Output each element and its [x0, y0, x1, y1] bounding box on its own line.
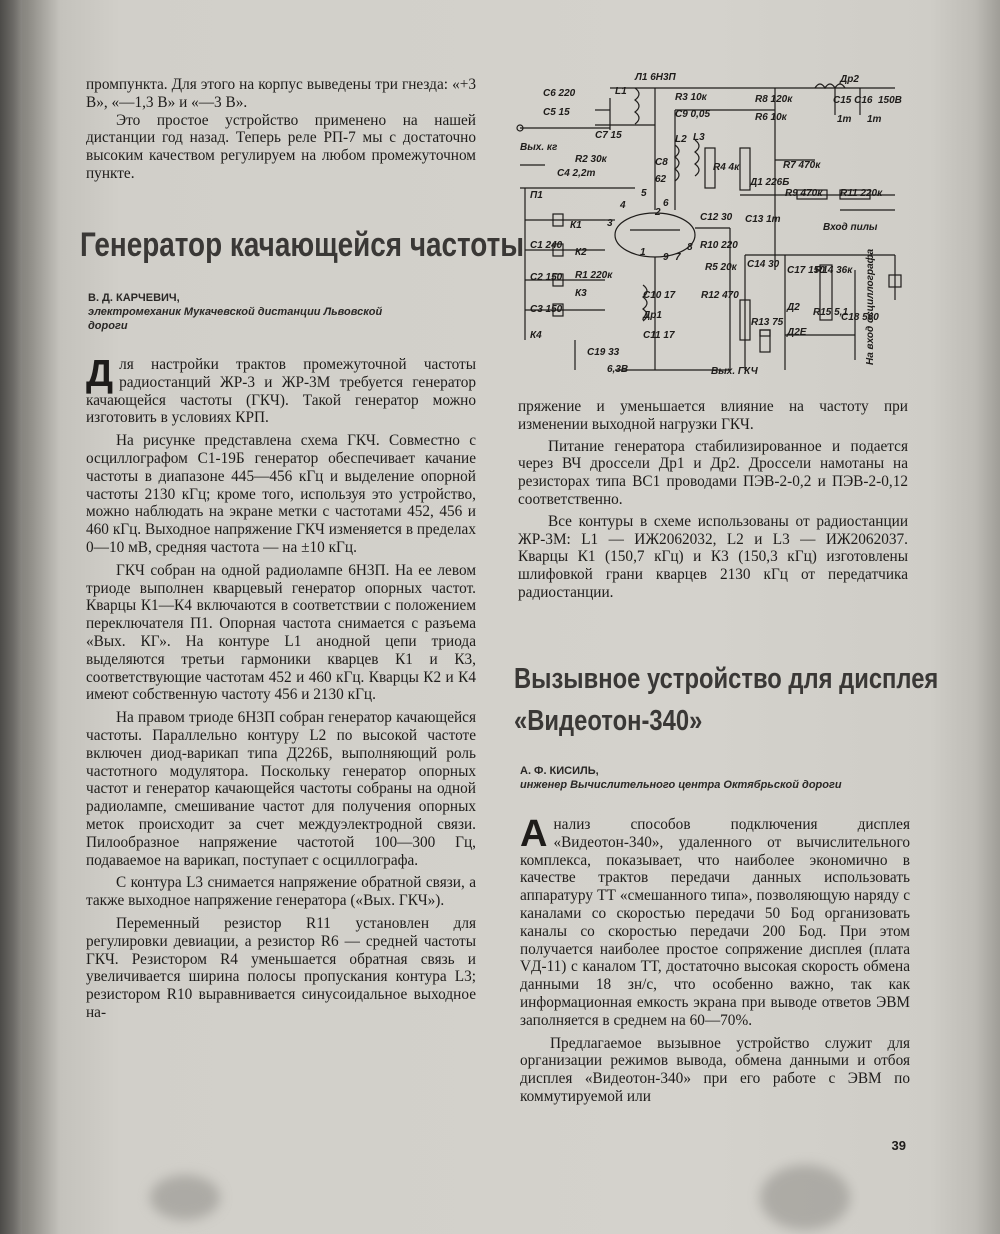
article-2-author: [520, 764, 920, 792]
circuit-schematic: [515, 70, 910, 390]
label-c13: С13 1т: [745, 214, 781, 225]
article-2-title: [514, 658, 938, 742]
label-p1: П1: [530, 190, 543, 201]
label-1t-b: 1т: [867, 114, 882, 125]
label-r1: R1 220к: [575, 270, 613, 281]
label-d2e: Д2Е: [787, 327, 807, 338]
label-vhod-pily: Вход пилы: [823, 222, 878, 233]
body-paragraph: Предлагаемое вызывное устройство служит для организации режимов вывода, обмена данными и отбоя дисплея «Видеотон-340» при его работе с ЭВМ по коммутируемой или: [520, 1034, 910, 1105]
label-c12: С12 30: [700, 212, 733, 223]
label-r14: R14 36к: [815, 265, 853, 276]
body-paragraph: С контура L3 снимается напряжение обратной связи, а также выходное напряжение генератора («Вых. ГКЧ»).: [86, 874, 476, 910]
label-k2: К2: [575, 247, 587, 258]
label-c10: С10 17: [643, 290, 676, 301]
label-k3: К3: [575, 288, 587, 299]
pin-2: 2: [655, 207, 661, 218]
schematic-labels: [520, 72, 902, 377]
label-r15: R15 5,1: [813, 307, 849, 318]
author-name: А. Ф. КИСИЛЬ,: [520, 765, 599, 777]
label-r13: R13 75: [751, 317, 784, 328]
drop-cap: Д: [86, 353, 114, 395]
author-position: инженер Вычислительного центра Октябрьской дороги: [520, 779, 842, 791]
pin-4: 4: [620, 200, 626, 211]
label-r11: R11 220к: [840, 188, 883, 199]
pin-6: 6: [663, 198, 669, 209]
label-c8: С8: [655, 157, 668, 168]
label-c18: С18 560: [841, 312, 879, 323]
label-c4: С4 2,2т: [557, 168, 596, 179]
label-d1: Д1 226Б: [750, 177, 790, 188]
label-vyh-kg: Вых. кг: [520, 142, 558, 153]
label-c6: С6 220: [543, 88, 576, 99]
pin-8: 8: [687, 242, 693, 253]
label-c15c16: С15 С16: [833, 95, 873, 106]
article-body-right: [518, 398, 908, 602]
label-c9: С9 0,05: [675, 109, 711, 120]
label-r3: R3 10к: [675, 92, 707, 103]
label-L1: L1: [615, 86, 627, 97]
label-k4: К4: [530, 330, 542, 341]
label-1t-a: 1т: [837, 114, 852, 125]
page-smudge: [150, 1175, 220, 1220]
continuation-paragraph: промпункта. Для этого на корпус выведены три гнезда: «+3 В», «—1,3 В» и «—3 В».: [86, 76, 476, 111]
label-tube: Л1 6Н3П: [635, 72, 676, 83]
label-k1: К1: [570, 220, 582, 231]
label-c7: С7 15: [595, 130, 622, 141]
previous-article-ending: [86, 76, 476, 183]
body-paragraph: Все контуры в схеме использованы от радиостанции ЖР-3М: L1 — ИЖ2062032, L2 и L3 — ИЖ2062037. Кварцы К1 (150,7 кГц) и К3 (150,3 кГц) изготовлены шлифовкой грани кварцев 2130 кГц от передатчика радиостанции.: [518, 512, 908, 601]
article-2-title-line-1: Вызывное устройство для дисплея: [514, 663, 939, 695]
label-dr1: Др1: [643, 310, 662, 321]
lead-paragraph: [520, 813, 910, 1030]
label-dr2: Др2: [840, 74, 859, 85]
label-c1: С1 240: [530, 240, 563, 251]
article-2-body: [520, 813, 910, 1106]
label-c17: С17 150: [787, 265, 825, 276]
body-paragraph: Переменный резистор R11 установлен для регулировки девиации, а резистор R6 — средней частоты ГКЧ. Резистором R4 уменьшается обратная связь и увеличивается ширина полосы пропускания контура L3; резистором R10 выравнивается синусоидальное выходное на-: [86, 914, 476, 1021]
pin-9: 9: [663, 252, 669, 263]
pin-5: 5: [641, 188, 647, 199]
label-62: 62: [655, 174, 667, 185]
label-L2: L2: [675, 134, 687, 145]
body-paragraph: ГКЧ собран на одной радиолампе 6Н3П. На ее левом триоде выполнен кварцевый генератор опорных частот. Кварцы К1—К4 включаются в соответствии с положением переключателя П1. Опорная частота снимается с разъема «Вых. КГ». На контуре L1 анодной цепи триода выделяются третьи гармоники кварцев К1 и К3, соответствующие частотам 452 и 460 кГц. Кварцы К2 и К4 имеют собственную частоту 456 и 2130 кГц.: [86, 561, 476, 704]
body-paragraph: Питание генератора стабилизированное и подается через ВЧ дроссели Др1 и Др2. Дроссели намотаны на резисторах типа ВС1 проводами ПЭВ-2-0,2 и ПЭВ-2-0,12 соответственно.: [518, 437, 908, 508]
lead-text: ля настройки трактов промежуточной частоты радиостанций ЖР-3 и ЖР-3М требуется генератор качающейся частоты (ГКЧ). Такой генератор можно изготовить в условиях КРП.: [86, 356, 476, 427]
label-c5: С5 15: [543, 107, 570, 118]
article-2-title-line-2: «Видеотон-340»: [514, 705, 703, 737]
label-r12: R12 470: [701, 290, 739, 301]
label-r5: R5 20к: [705, 262, 737, 273]
label-oscilloscope-input: На вход осциллографа: [865, 248, 876, 365]
label-c2: С2 150: [530, 272, 563, 283]
pin-1: 1: [640, 247, 646, 258]
continuation-paragraph-2: Это простое устройство применено на нашей дистанции год назад. Теперь реле РП-7 мы с достаточно высоким качеством регулируем на любом промежуточном пункте.: [86, 111, 476, 182]
label-c19: С19 33: [587, 347, 620, 358]
pin-3: 3: [607, 218, 613, 229]
label-150v: 150В: [878, 95, 902, 106]
label-c3: С3 150: [530, 304, 563, 315]
body-paragraph: На правом триоде 6Н3П собран генератор качающейся частоты. Параллельно контуру L2 по высокой частоте включен диод-варикап типа Д226Б, выполняющий роль частотного модулятора. Поскольку генератор опорных частот и генератор качающейся частоты собраны на одной радиолампе, смешивание частот для получения опорных меток происходит за счет междуэлектродной связи. Пилообразное напряжение частотой 100—300 Гц, подаваемое на варикап, поступает с осциллографа.: [86, 709, 476, 869]
body-paragraph: На рисунке представлена схема ГКЧ. Совместно с осциллографом С1-19Б генератор обеспечивает качание частоты в диапазоне 445—456 кГц и выделение опорной частоты 2130 кГц; кроме того, используя это устройство, можно наблюдать на экране метки с частотами 452, 456 и 460 кГц. Выходное напряжение ГКЧ изменяется в пределах 0—10 мВ, средняя частота — на ±10 кГц.: [86, 432, 476, 556]
label-r2: R2 30к: [575, 154, 607, 165]
label-c14: С14 30: [747, 259, 780, 270]
article-author: [88, 291, 408, 333]
label-6-3v: 6,3В: [607, 364, 629, 375]
label-r4: R4 4к: [713, 162, 740, 173]
pin-7: 7: [675, 252, 681, 263]
body-paragraph: пряжение и уменьшается влияние на частоту при изменении выходной нагрузки ГКЧ.: [518, 398, 908, 433]
page-number: 39: [891, 1138, 906, 1153]
page-binding-shadow: [0, 0, 22, 1234]
label-r7: R7 470к: [783, 160, 821, 171]
article-body-left: [86, 353, 476, 1022]
label-d2: Д2: [787, 302, 800, 313]
author-name: В. Д. КАРЧЕВИЧ,: [88, 292, 180, 304]
label-vyh-gkch: Вых. ГКЧ: [711, 366, 758, 377]
label-r6: R6 10к: [755, 112, 787, 123]
label-L3: L3: [693, 132, 705, 143]
label-c11: С11 17: [643, 330, 675, 341]
label-r10: R10 220: [700, 240, 738, 251]
page-smudge: [760, 1165, 850, 1230]
lead-paragraph: [86, 353, 476, 427]
label-r9: R9 470к: [785, 188, 823, 199]
drop-cap: А: [520, 813, 548, 855]
author-position: электромеханик Мукачевской дистанции Львовской дороги: [88, 306, 383, 332]
lead-text: нализ способов подключения дисплея «Видеотон-340», удаленного от вычислительного комплекса, показывает, что наиболее экономично в качестве трактов передачи данных использовать аппаратуру ТТ «смешанного типа», позволяющую наряду с каналами со скоростью передачи 50 Бод организовать каналы со скоростью передачи 200 Бод. При этом получается наиболее простое сопряжение дисплея (плата VД-11) с каналом ТТ, достаточно высокая скорость обмена данными 18 зн/с, что особенно важно, так как информационная емкость экрана при выводе ответов ЭВМ заполняется в среднем на 60—70%.: [520, 816, 910, 1029]
label-r8: R8 120к: [755, 94, 793, 105]
article-title: Генератор качающейся частоты: [80, 226, 525, 264]
